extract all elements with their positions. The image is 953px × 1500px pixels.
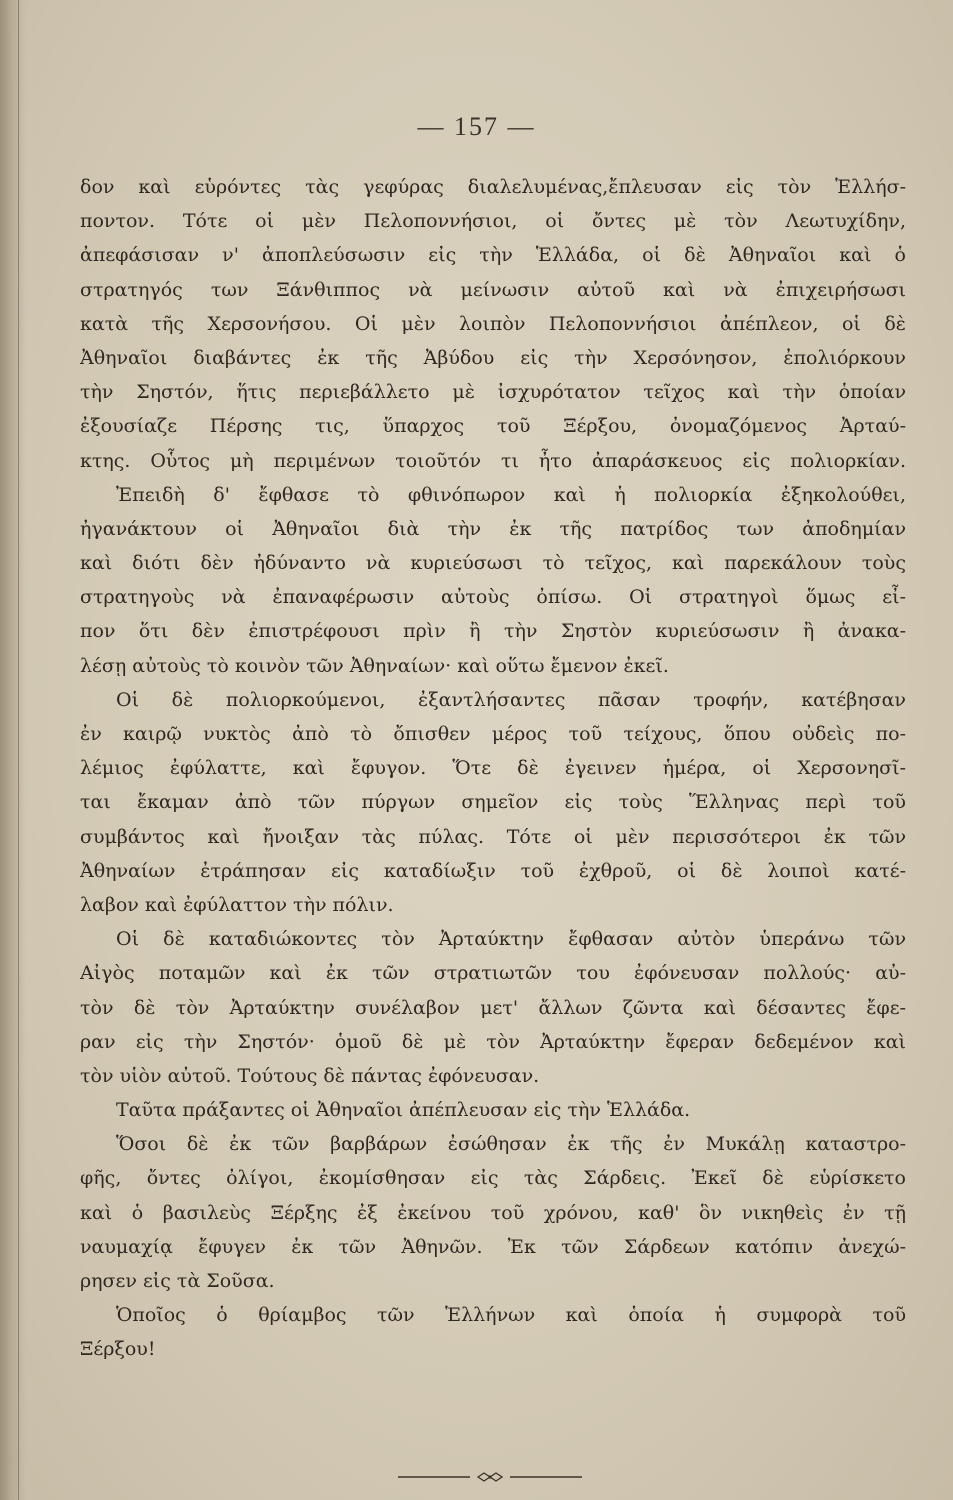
text-line: ται ἔκαμαν ἀπὸ τῶν πύργων σημεῖον εἰς τοὺς Ἕλληνας περὶ τοῦ [80,791,906,814]
text-line: τὸν δὲ τὸν Ἀρταύκτην συνέλαβον μετ' ἄλλων ζῶντα καὶ δέσαντες ἔφε- [80,996,906,1019]
text-line: Ὅσοι δὲ ἐκ τῶν βαρβάρων ἐσώθησαν ἐκ τῆς ἐν Μυκάλῃ καταστρο- [116,1133,906,1156]
text-line: κατὰ τῆς Χερσονήσου. Οἱ μὲν λοιπὸν Πελοποννήσιοι ἀπέπλεον, οἱ δὲ [80,312,906,335]
text-line: λέσῃ αὐτοὺς τὸ κοινὸν τῶν Ἀθηναίων· καὶ οὕτω ἔμενον ἐκεῖ. [80,654,669,677]
text-line: στρατηγοὺς νὰ ἐπαναφέρωσιν αὐτοὺς ὀπίσω. Οἱ στρατηγοὶ ὅμως εἶ- [80,586,906,609]
text-line: Ἀθηναῖοι διαβάντες ἐκ τῆς Ἀβύδου εἰς τὴν Χερσόνησον, ἐπολιόρκουν [80,346,906,369]
text-line: ἐξουσίαζε Πέρσης τις, ὕπαρχος τοῦ Ξέρξου, ὀνομαζόμενος Ἀρταύ- [80,415,906,438]
text-line: Ἀθηναίων ἐτράπησαν εἰς καταδίωξιν τοῦ ἐχθροῦ, οἱ δὲ λοιποὶ κατέ- [80,859,906,882]
text-line: ἠγανάκτουν οἱ Ἀθηναῖοι διὰ τὴν ἐκ τῆς πατρίδος των ἀποδημίαν [80,517,906,540]
text-line: τὸν υἱὸν αὐτοῦ. Τούτους δὲ πάντας ἐφόνευσαν. [80,1064,540,1087]
text-line: καὶ διότι δὲν ἠδύναντο νὰ κυριεύσωσι τὸ τεῖχος, καὶ παρεκάλουν τοὺς [80,552,906,575]
text-line: Ὁποῖος ὁ θρίαμβος τῶν Ἑλλήνων καὶ ὁποία ἡ συμφορὰ τοῦ [116,1304,906,1327]
text-line: ποντον. Τότε οἱ μὲν Πελοποννήσιοι, οἱ ὄντες μὲ τὸν Λεωτυχίδην, [80,210,906,233]
text-line: Ταῦτα πράξαντες οἱ Ἀθηναῖοι ἀπέπλευσαν εἰς τὴν Ἑλλάδα. [116,1099,691,1122]
end-ornament [390,1471,590,1483]
text-line: φῆς, ὄντες ὀλίγοι, ἐκομίσθησαν εἰς τὰς Σάρδεις. Ἐκεῖ δὲ εὑρίσκετο [80,1167,906,1190]
text-line: τὴν Σηστόν, ἥτις περιεβάλλετο μὲ ἰσχυρότατον τεῖχος καὶ τὴν ὁποίαν [80,381,906,404]
text-line: Οἱ δὲ καταδιώκοντες τὸν Ἀρταύκτην ἔφθασαν αὐτὸν ὑπεράνω τῶν [116,928,906,951]
text-line: στρατηγός των Ξάνθιππος νὰ μείνωσιν αὐτοῦ καὶ νὰ ἐπιχειρήσωσι [80,278,906,301]
text-line: ραν εἰς τὴν Σηστόν· ὁμοῦ δὲ μὲ τὸν Ἀρταύκτην ἔφεραν δεδεμένον καὶ [80,1030,906,1053]
page-number: — 157 — [417,112,536,141]
page-gutter-shadow [0,0,26,1500]
text-line: πον ὅτι δὲν ἐπιστρέφουσι πρὶν ἢ τὴν Σηστὸν κυριεύσωσιν ἢ ἀνακα- [80,620,906,643]
text-line: συμβάντος καὶ ἤνοιξαν τὰς πύλας. Τότε οἱ μὲν περισσότεροι ἐκ τῶν [80,825,906,848]
text-line: ναυμαχίᾳ ἔφυγεν ἐκ τῶν Ἀθηνῶν. Ἐκ τῶν Σάρδεων κατόπιν ἀνεχώ- [80,1235,906,1258]
text-line: λέμιος ἐφύλαττε, καὶ ἔφυγον. Ὅτε δὲ ἐγεινεν ἡμέρα, οἱ Χερσονησῖ- [80,757,906,780]
text-line: ἀπεφάσισαν ν' ἀποπλεύσωσιν εἰς τὴν Ἑλλάδα, οἱ δὲ Ἀθηναῖοι καὶ ὁ [80,244,906,267]
text-line: Αἰγὸς ποταμῶν καὶ ἐκ τῶν στρατιωτῶν του ἐφόνευσαν πολλούς· αὐ- [80,962,906,985]
text-line: Οἱ δὲ πολιορκούμενοι, ἐξαντλήσαντες πᾶσαν τροφήν, κατέβησαν [116,688,906,711]
text-line: κτης. Οὗτος μὴ περιμένων τοιοῦτόν τι ἦτο ἀπαράσκευος εἰς πολιορκίαν. [80,449,906,472]
text-line: Ἐπειδὴ δ' ἔφθασε τὸ φθινόπωρον καὶ ἡ πολιορκία ἐξηκολούθει, [116,483,906,506]
text-line: ρησεν εἰς τὰ Σοῦσα. [80,1270,275,1292]
text-line: λαβον καὶ ἐφύλαττον τὴν πόλιν. [80,893,394,916]
binding-edge [18,0,19,1500]
text-line: ἐν καιρῷ νυκτὸς ἀπὸ τὸ ὄπισθεν μέρος τοῦ τείχους, ὅπου οὐδεὶς πο- [80,723,906,745]
body-text [80,170,906,1367]
text-line: δον καὶ εὑρόντες τὰς γεφύρας διαλελυμένας,ἔπλευσαν εἰς τὸν Ἑλλήσ- [80,176,906,198]
text-line: Ξέρξου! [80,1338,156,1361]
text-line: καὶ ὁ βασιλεὺς Ξέρξης ἐξ ἐκείνου τοῦ χρόνου, καθ' ὃν νικηθεὶς ἐν τῇ [80,1201,906,1224]
